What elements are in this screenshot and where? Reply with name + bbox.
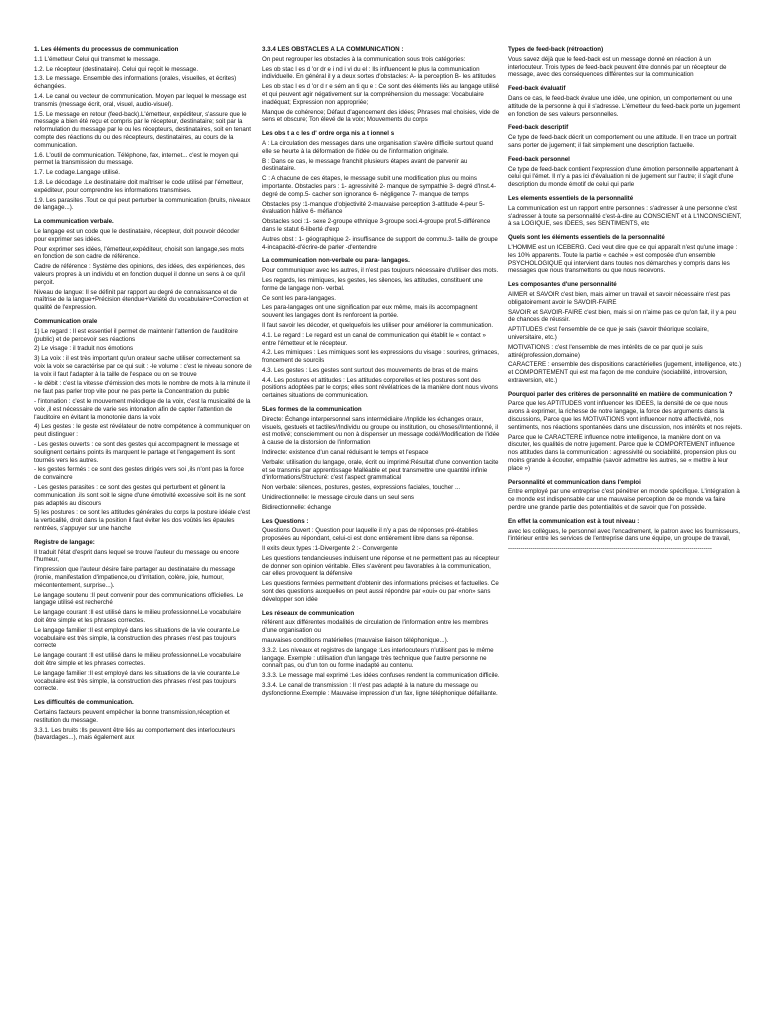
- paragraph: CARACTERE : ensemble des dispositions caractérielles (jugement, intelligence, etc.) et COMPORTEMENT qui est ma façon de me conduire (sociabilité, introversion, extraversion, etc.): [508, 361, 742, 384]
- paragraph: Vous savez déjà que le feed-back est un message donné en réaction à un interlocuteur. Trois types de feed-back peuvent être donnés par un récepteur de message, avec des conséquences différentes sur la communication: [508, 55, 727, 79]
- paragraph: A : La circulation des messages dans une organisation s'avère difficile surtout quand elle se heurte à la déformation de l'idée ou de l'information originale.: [262, 139, 494, 155]
- paragraph: Le langage familier :Il est employé dans les situations de la vie courante.Le vocabulaire est très simple, la construction des phrases n'est pas toujours correcte: [34, 626, 240, 650]
- paragraph: La communication est un rapport entre personnes : s'adresser à une personne c'est s'adresser à toute sa personnalité c'est-à-dire au CONSCIENT et à L'INCONSCIENT, à sa LOGIQUE, ses IDEES, ses SENTIMENTS, etc: [508, 204, 742, 228]
- paragraph: Il exits deux types :1-Divergente 2 :- Convergente: [262, 545, 398, 553]
- paragraph: Les regards, les mimiques, les gestes, les silences, les attitudes, constituent une forme de langage non- verbal.: [262, 276, 483, 292]
- paragraph: 3) La voix : il est très important qu'un orateur sache utiliser correctement sa voix la voix se caractérise par ce qui suit : -le volume : c'est le niveau sonore de la voix il faut l'adapter à la taille de l'espace ou on se trouve: [34, 355, 252, 378]
- paragraph: référent aux différentes modalités de circulation de l'information entre les membres d'une organisation ou: [262, 619, 489, 635]
- section-heading: Feed-back descriptif: [508, 124, 569, 132]
- paragraph: 5) les postures : ce sont les attitudes générales du corps la posture idéale c'est la verticalité, droit dans la position il faut éviter les dos voûtés les épaules rentrées, s'appuyer sur une hanche: [34, 509, 251, 533]
- section-heading: Communication orale: [34, 317, 98, 325]
- paragraph: 1.5. Le message en retour (feed-back).L'émetteur, expéditeur, s'assure que le message a bien été reçu et compris par le récepteur, destinataire; soit par la reformulation du message par le ou les récepteurs, destinataires, soit en tenant compte des réactions du ou des récepteurs, destinataires, au cours de la communication.: [34, 110, 252, 149]
- paragraph: 4.3. Les gestes : Les gestes sont surtout des mouvements de bras et de mains: [262, 366, 478, 374]
- paragraph: Parce que les APTITUDES vont influencer les IDEES, la densité de ce que nous avons à exprimer, la richesse de notre langage, la force des arguments dans la discussions, Parce que les MOTIVATIONS vont influencer notre affectivité, nos sentiments, nos réactions spontanées dans une discussion, nos intérêts et nos rejets.: [508, 400, 743, 431]
- paragraph: Le langage familier :Il est employé dans les situations de la vie courante.Le vocabulaire est très simple, la construction des phrases n'est pas toujours correcte.: [34, 669, 240, 693]
- paragraph: mauvaises conditions matérielles (mauvaise liaison téléphonique...).: [262, 637, 449, 644]
- section-heading: 3.3.4 LES OBSTACLES A LA COMMUNICATION :: [262, 46, 404, 53]
- paragraph: 1.6. L'outil de communication. Téléphone, fax, internet... c'est le moyen qui permet la transmission du message.: [34, 151, 239, 167]
- paragraph: 3.3.4. Le canal de transmission : Il n'est pas adapté à la nature du message ou dysfonctionne.Exemple : Mauvaise impression d'un fax, ligne téléphonique défaillante.: [262, 681, 498, 697]
- paragraph: 4.2. Les mimiques : Les mimiques sont les expressions du visage : sourires, grimaces, froncement de sourcils: [262, 349, 499, 365]
- section-heading: Pourquoi parler des critères de personnalité en matière de communication ?: [508, 390, 733, 398]
- paragraph: Ce sont les para-langages.: [262, 294, 336, 302]
- section-heading: Les composantes d'une personnalité: [508, 281, 617, 289]
- section-heading: Feed-back évaluatif: [508, 85, 566, 93]
- paragraph: 1.2. Le récepteur (destinataire). Celui qui reçoit le message.: [34, 65, 199, 73]
- paragraph: Obstacles psy :1-manque d'objectivité 2-mauvaise perception 3-attitude 4-peur 5-évaluation hâtive 6- méfiance: [262, 200, 485, 216]
- paragraph: L'HOMME est un ICEBERG. Ceci veut dire que ce qui apparaît n'est qu'une image : les 10% apparents. Toute la partie « cachée » est composée d'un ensemble PSYCHOLOGIQUE qui intervient dans toutes nos démarches y compris dans les messages que nous transmettons ou que nous recevons.: [508, 243, 738, 275]
- paragraph: 1.4. Le canal ou vecteur de communication. Moyen par lequel le message est transmis (message écrit, oral, visuel, audio-visuel).: [34, 92, 247, 108]
- paragraph: Dans ce cas, le feed-back évalue une idée, une opinion, un comportement ou une attitude de la personne à qui il s'adresse. L'émetteur du feed-back porte un jugement en fonction de ses valeurs personnelles.: [508, 94, 741, 118]
- paragraph: APTITUDES c'est l'ensemble de ce que je sais (savoir théorique scolaire, universitaire, etc.): [508, 326, 709, 341]
- paragraph: 2) Le visage : il traduit nos émotions: [34, 345, 134, 353]
- paragraph: ---------------------------------------------------------------------------------------------------: [508, 545, 712, 553]
- paragraph: Non verbale: silences, postures, gestes, expressions faciales, toucher ...: [262, 484, 461, 492]
- section-heading: Registre de langage:: [34, 538, 95, 546]
- paragraph: l'impression que l'auteur désire faire partager au destinataire du message (ironie, manifestation d'impatience,ou d'irritation, colère, joie, humour, mécontentement, surprise...).: [34, 566, 236, 589]
- column-2: [262, 40, 500, 1020]
- section-heading: 1. Les éléments du processus de communication: [34, 46, 179, 53]
- paragraph: AIMER et SAVOIR c'est bien, mais aimer un travail et savoir nécessaire n'est pas obligatoirement avoir le SAVOIR-FAIRE: [508, 290, 731, 306]
- paragraph: Il traduit l'état d'esprit dans lequel se trouve l'auteur du message ou encore l'humeur,: [34, 548, 240, 564]
- section-heading: 5Les formes de la communication: [262, 406, 362, 414]
- section-heading: La communication non-verbale ou para- langages.: [262, 257, 410, 265]
- paragraph: Les questions tendancieuses induisent une réponse et ne permettent pas au récepteur de donner son opinion véritable. Elles s'avèrent peu favorables à la communication, car elles provoquent la défensive: [262, 554, 500, 578]
- paragraph: MOTIVATIONS : c'est l'ensemble de mes intérêts de ce par quoi je suis attiré(profession,domaine): [508, 343, 703, 359]
- paragraph: avec les collègues, le personnel avec l'encadrement, le patron avec les fournisseurs, l'intérieur entre les services de l'entreprise dans une équipe, un groupe de travail,: [508, 527, 740, 543]
- paragraph: Autres obst : 1- géographique 2- insuffisance de support de commu.3- taille de groupe 4-incapacité-d'écrire-de parler -d'entendre: [262, 235, 498, 251]
- paragraph: - l'intonation : c'est le mouvement mélodique de la voix, c'est la musicalité de la voix ,il est nécessaire de varie ses intonation afin de capter l'attention de l'auditoire en évitant la monotonie dans la voix: [34, 398, 251, 421]
- paragraph: 4) Les gestes : le geste est révélateur de notre compétence à communiquer on peut distinguer :: [34, 423, 250, 439]
- paragraph: 4.1. Le regard : Le regard est un canal de communication qui établit le « contact » entre l'émetteur et le récepteur.: [262, 331, 486, 347]
- paragraph: Le langage est un code que le destinataire, récepteur, doit pouvoir décoder pour exprimer ses idées.: [34, 227, 240, 243]
- paragraph: Unidirectionnelle: le message circule dans un seul sens: [262, 494, 415, 502]
- paragraph: 1.3. Le message. Ensemble des informations (orales, visuelles, et écrites) échangées.: [34, 75, 237, 91]
- section-heading: Les obs t a c les d' ordre orga nis a t ionnel s: [262, 130, 395, 138]
- paragraph: Le langage courant :Il est utilisé dans le milieu professionnel.Le vocabulaire doit être simple et les phrases correctes.: [34, 609, 242, 624]
- paragraph: Les para-langages ont une signification par eux même, mais ils accompagnent souvent les langages dont ils renforcent la portée.: [262, 304, 478, 320]
- section-heading: Feed-back personnel: [508, 155, 570, 163]
- paragraph: Certains facteurs peuvent empêcher la bonne transmission,réception et restitution du message.: [34, 708, 230, 724]
- paragraph: 3.3.2. Les niveaux et registres de langage :Les interlocuteurs n'utilisent pas le même langage. Exemple : utilisation d'un langage très technique que l'autre personne ne connaît pas, ou d'un ton ou forme inadapté au contenu.: [262, 646, 494, 670]
- section-heading: Types de feed-back (rétroaction): [508, 46, 604, 53]
- paragraph: 1.7. Le codage.Langage utilisé.: [34, 169, 121, 177]
- paragraph: Il faut savoir les décoder, et quelquefois les utiliser pour améliorer la communication.: [262, 321, 494, 329]
- paragraph: C : A chacune de ces étapes, le message subit une modification plus ou moins importante. Obstacles pars : 1- agressivité 2- manque de sympathie 3- degré d'Inst.4- degré de comp.5- cacher son ignorance 6- négligence 7- manque de temps: [262, 175, 497, 198]
- paragraph: Cadre de référence : Système des opinions, des idées, des expériences, des valeurs propres à un individu et en fonction duquel il donne un sens à ce qu'il perçoit.: [34, 263, 246, 286]
- paragraph: 3.3.3. Le message mal exprimé :Les idées confuses rendent la communication difficile.: [262, 672, 500, 680]
- paragraph: - Les gestes parasites : ce sont des gestes qui perturbent et gênent la communication .ils sont soit le signe d'une émotivité excessive soit ils ne sont pas adaptés au discours: [34, 484, 246, 507]
- paragraph: Ce type de feed-back décrit un comportement ou une attitude. Il en trace un portrait sans porter de jugement; il fait simplement une description factuelle.: [508, 134, 737, 149]
- section-heading: La communication verbale.: [34, 218, 114, 226]
- paragraph: - le débit : c'est la vitesse d'émission des mots le nombre de mots à la minute il ne faut pas parler trop vite pour ne pas perte la Concentration du public: [34, 380, 250, 396]
- paragraph: Obstacles soci :1- sexe 2-groupe ethnique 3-groupe soci.4-groupe prof.5-différence dans le statut 6-liberté d'exp: [262, 218, 491, 233]
- section-heading: Les elements essentiels de la personnalité: [508, 194, 634, 202]
- paragraph: Entre employé par une entreprise c'est pénétrer en monde spécifique. L'intégration à ce monde est indispensable car une mauvaise perception de ce monde va faire perdre une grande partie des potentialités et de savoir que l'on possède.: [508, 488, 740, 512]
- paragraph: 1) Le regard : Il est essentiel il permet de maintenir l'attention de l'auditoire (public) et de percevoir ses réactions: [34, 327, 238, 343]
- paragraph: Ce type de feed-back contient l'expression d'une émotion personnelle appartenant à celui qui l'émet. Il n'y a pas ici d'évaluation ni de jugement sur l'autre; il s'agit d'une description du monde émotif de celui qui parle: [508, 165, 739, 189]
- paragraph: 1.9. Les parasites .Tout ce qui peut perturber la communication (bruits, niveaux de langage...).: [34, 196, 251, 212]
- paragraph: Verbale: utilisation du langage, orale, écrit ou imprimé:Résultat d'une convention tacite et se transmis par apprentissage Malléable et peut transmettre une quantité infinie d'informations/Structuré: c'est l'aspect grammatical: [262, 458, 499, 482]
- paragraph: Bidirectionnelle: échange: [262, 503, 332, 511]
- paragraph: Les ob stac l es d 'or d r e sém an ti qu e : Ce sont des éléments liés au langage utilisé et qui peuvent agir négativement sur la compréhension du message: Vocabulaire inadéquat; Expression non appropriée;: [262, 83, 500, 106]
- paragraph: On peut regrouper les obstacles à la communication sous trois catégories:: [262, 55, 466, 63]
- paragraph: 1.8. Le décodage .Le destinataire doit maîtriser le code utilisé par l'émetteur, expéditeur, pour comprendre les informations transmises.: [34, 178, 244, 194]
- section-heading: Personnalité et communication dans l'emploi: [508, 478, 641, 486]
- section-heading: Les difficultés de communication.: [34, 699, 134, 707]
- section-heading: Les Questions :: [262, 517, 309, 525]
- paragraph: - Les gestes ouverts : ce sont des gestes qui accompagnent le message et soulignent certains points ils marquent le partage et l'engagement ils sont tournés vers les autres.: [34, 441, 239, 464]
- paragraph: Parce que le CARACTERE influence notre intelligence, la manière dont on va discuter, les qualités de notre jugement. Parce que le COMPORTEMENT influence nos attitudes dans la communication : agressivité ou sociabilité, propension plus ou moins grande à écouter, empathie (savoir admettre les autres, se « mettre à leur place »): [508, 433, 737, 472]
- paragraph: 1.1 L'émetteur Celui qui transmet le message.: [34, 55, 161, 63]
- paragraph: 3.3.1. Les bruits :Ils peuvent être liés au comportement des interlocuteurs (bavardages...), mais également aux: [34, 726, 236, 742]
- paragraph: Manque de cohérence; Défaut d'agencement des idées; Phrases mal choisies, vide de sens et obscure; Ton élevé de la voix; Mouvements du corps: [262, 108, 500, 124]
- section-heading: Quels sont les éléments essentiels de la personnalité: [508, 234, 665, 242]
- paragraph: Les questions fermées permettent d'obtenir des informations précises et factuelles. Ce sont des questions auxquelles on peut aussi répondre par «oui» ou par «non» sans développer son idée: [262, 580, 499, 603]
- paragraph: Questions Ouvert : Question pour laquelle il n'y a pas de réponses pré-établies proposées au répondant, celui-ci est donc entièrement libre dans sa réponse.: [262, 527, 478, 543]
- section-heading: Les réseaux de communication: [262, 609, 355, 617]
- paragraph: Les ob stac l es d 'or dr e i nd i vi du el : Ils influencent le plus la communication individuelle. En général il y a deux sortes d'obstacles: A- la perception B- les attitudes: [262, 65, 496, 81]
- paragraph: Directe: Échange interpersonnel sans intermédiaire //Inplide les échanges oraux, visuels, gestuels et tactiles//Individu ou groupe ou institution, ou choses//Intentionné, il est motivé; consciemment ou non à dispenser un message codé//Modification de l'idée à cause de la distorsion de l'information: [262, 415, 500, 447]
- paragraph: B : Dans ce cas, le message franchit plusieurs étapes avant de parvenir au destinataire.: [262, 157, 468, 173]
- paragraph: Pour communiquer avec les autres, il n'est pas toujours nécessaire d'utiliser des mots.: [262, 267, 499, 275]
- column-1: [34, 40, 252, 1020]
- paragraph: Le langage courant :Il est utilisé dans le milieu professionnel.Le vocabulaire doit être simple et les phrases correctes.: [34, 652, 242, 667]
- paragraph: Indirecte: existence d'un canal réduisant le temps et l'espace: [262, 449, 429, 457]
- paragraph: Niveau de langue: Il se définit par rapport au degré de connaissance et de maîtrise de la langue+Précision étendue+Variété du vocabulaire+Correction et qualité de l'expression.: [34, 288, 249, 312]
- paragraph: 4.4. Les postures et attitudes : Les attitudes corporelles et les postures sont des positions adoptées par le corps; elles sont révélatrices de la manière dont nous vivons certaines situations de communication.: [262, 376, 498, 400]
- section-heading: En effet la communication est à tout niveau :: [508, 517, 640, 525]
- paragraph: Pour exprimer ses idées, l'émetteur,expéditeur, choisit son langage,ses mots en fonction de son cadre de référence.: [34, 245, 244, 261]
- paragraph: - les gestes fermés : ce sont des gestes dirigés vers soi ,ils n'ont pas la force de convaincre: [34, 466, 244, 482]
- paragraph: SAVOIR et SAVOIR-FAIRE c'est bien, mais si on n'aime pas ce qu'on fait, il y a peu de chances de réussir.: [508, 308, 736, 324]
- column-3: [508, 40, 744, 1020]
- paragraph: Le langage soutenu :Il peut convenir pour des communications officielles. Le langage utilisé est recherché: [34, 591, 244, 607]
